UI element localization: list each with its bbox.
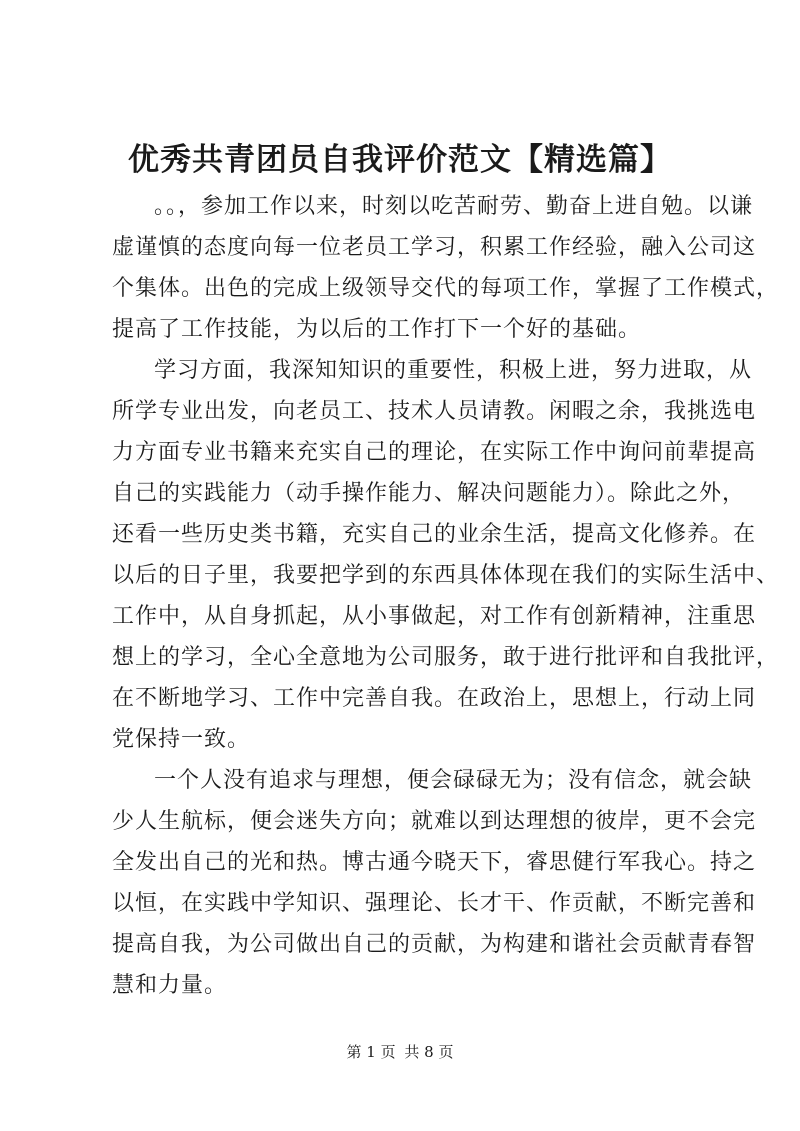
- text-line: 。。，参加工作以来，时刻以吃苦耐劳、勤奋上进自勉。以谦: [154, 194, 754, 219]
- text-line: 在不断地学习、工作中完善自我。在政治上，思想上，行动上同: [112, 686, 757, 711]
- text-line: 个集体。出色的完成上级领导交代的每项工作，掌握了工作模式，: [112, 276, 780, 301]
- text-line: 少人生航标，便会迷失方向；就难以到达理想的彼岸，更不会完: [112, 809, 757, 834]
- text-line: 工作中，从自身抓起，从小事做起，对工作有创新精神，注重思: [112, 604, 757, 629]
- paragraph-3: [112, 760, 757, 1006]
- text-line: 力方面专业书籍来充实自己的理论，在实际工作中询问前辈提高: [112, 440, 757, 465]
- text-line: 所学专业出发，向老员工、技术人员请教。闲暇之余，我挑选电: [112, 399, 757, 424]
- paragraph-1: [112, 186, 780, 350]
- page-total: 共 8 页: [404, 1043, 454, 1061]
- text-line: 以后的日子里，我要把学到的东西具体体现在我们的实际生活中、: [112, 563, 780, 588]
- text-line: 慧和力量。: [112, 973, 228, 998]
- page-footer: [0, 1042, 800, 1062]
- text-line: 虚谨慎的态度向每一位老员工学习，积累工作经验，融入公司这: [112, 235, 757, 260]
- text-line: 想上的学习，全心全意地为公司服务，敢于进行批评和自我批评，: [112, 645, 780, 670]
- text-line: 还看一些历史类书籍，充实自己的业余生活，提高文化修养。在: [112, 522, 757, 547]
- text-line: 以恒，在实践中学知识、强理论、长才干、作贡献，不断完善和: [112, 891, 757, 916]
- text-line: 一个人没有追求与理想，便会碌碌无为；没有信念，就会缺: [154, 768, 753, 793]
- text-line: 全发出自己的光和热。博古通今晓天下，睿思健行军我心。持之: [112, 850, 757, 875]
- text-line: 党保持一致。: [112, 727, 251, 752]
- paragraph-2: [112, 350, 780, 760]
- text-line: 自己的实践能力（动手操作能力、解决问题能力）。除此之外，: [112, 481, 746, 506]
- document-body: [112, 186, 780, 1006]
- text-line: 提高了工作技能，为以后的工作打下一个好的基础。: [112, 317, 642, 342]
- text-line: 学习方面，我深知知识的重要性，积极上进，努力进取，从: [154, 358, 753, 383]
- text-line: 提高自我，为公司做出自己的贡献，为构建和谐社会贡献青春智: [112, 932, 757, 957]
- page-title: 优秀共青团员自我评价范文【精选篇】: [128, 142, 672, 178]
- page-number: 第 1 页: [346, 1043, 396, 1061]
